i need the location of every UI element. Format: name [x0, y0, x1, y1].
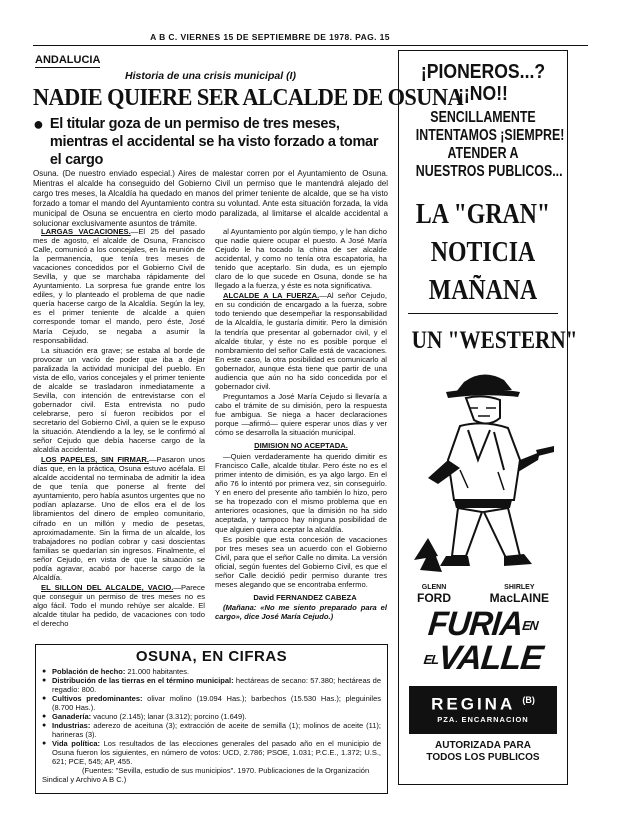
age-rating — [399, 740, 567, 764]
star-credits — [399, 584, 567, 604]
ad-text-line: SENCILLAMENTE — [430, 109, 536, 126]
article-column-1 — [33, 227, 205, 637]
paragraph-text: —Al señor Cejudo, en su condición de encargado a la fuerza, sobre todo teniendo que desempeñar la responsabilidad de la Alcaldía, le gustaría dimitir. Pero la dimisión la tendría que presentar al gobernador civil, y el alcalde titular, y éste no es posible porque el nombramiento del señor Calle está de vacaciones. En este caso, la otra posibilidad es comunicarlo al gobernador, aunque ésta tiene que partir de una audiencia que aún no ha sido concedida por el gobernador civil. — [215, 291, 387, 391]
list-item — [42, 694, 381, 712]
list-item — [42, 739, 381, 766]
paragraph-text: —Pasaron unos días que, en la práctica, Osuna estuvo acéfala. El alcalde accidental no terminaba de admitir la idea de que tenía que ponerse al frente del ayuntamiento, pero había asuntos urgentes que no podían aplazarse. Uno de ellos era el de los libramientos del dinero de empleo comunitario, cifrado en un millón y medio de pesetas, aproximadamente. Sin la firma de un alcalde, los trabajadores no podían cobrar y casi doscientas familias se quedarían sin ingresos. Finalmente, el señor Cejudo, en vista de que la situación se podía agravar, acabó por hacerse cargo de la Alcaldía. — [33, 455, 205, 582]
article-kicker: Historia de una crisis municipal (I) — [125, 70, 296, 82]
paragraph — [215, 291, 387, 391]
paragraph-subhead: LARGAS VACACIONES. — [41, 227, 131, 236]
paragraph-subhead: DIMISION NO ACEPTADA. — [254, 441, 348, 451]
list-item — [42, 721, 381, 739]
subhead-text: El titular goza de un permiso de tres meses, mientras el accidental se ha visto forzado a tomar el cargo — [49, 116, 379, 168]
paragraph — [215, 452, 387, 533]
paragraph-text: —El 25 del pasado mes de agosto, el alcalde de Osuna, Francisco Calle, comunicó a los concejales, en la reunión de la permanencia, que tenía tres meses de vacaciones concedidos por el Gobierno Civil de Sevilla, y que se marchaba rápidamente del Ayuntamiento. La sorpresa fue grande entre los ediles, y lo planteado el problema de que nadie quería hacerse cargo de la Alcaldía. Según la ley, es el primer teniente de alcalde a quien corresponde tomar el mando, pero éste, José María Cejudo, se negaba a asumir la responsabilidad. — [33, 227, 205, 345]
stats-box — [35, 644, 388, 794]
ad-big-line: NOTICIA — [430, 237, 536, 268]
bullet-icon: ● — [33, 114, 44, 134]
age-rating-line: TODOS LOS PUBLICOS — [426, 752, 540, 764]
paragraph — [33, 346, 205, 455]
movie-title-word: FURIA — [426, 605, 525, 643]
cinema-place: PZA. ENCARNACION — [437, 714, 529, 724]
page-header: A B C. VIERNES 15 DE SEPTIEMBRE DE 1978. PAG. 15 — [150, 32, 390, 42]
stats-source: (Fuentes: "Sevilla, estudio de sus municipios". 1970. Publicaciones de la Organización Sindical y Archivo A B C.) — [42, 766, 370, 784]
star-first-name: GLENN — [421, 584, 447, 591]
paragraph-subhead: LOS PAPELES, SIN FIRMAR. — [41, 455, 149, 465]
next-episode-note: (Mañana: «No me siento preparado para el cargo», dice José María Cejudo.) — [215, 602, 387, 621]
stat-label: Vida política: — [52, 739, 101, 748]
stats-title: OSUNA, EN CIFRAS — [135, 648, 288, 665]
paragraph — [33, 455, 205, 582]
stat-text: 21.000 habitantes. — [125, 667, 190, 676]
age-rating-line: AUTORIZADA PARA — [435, 740, 531, 752]
article-column-2 — [215, 227, 387, 637]
stat-text: Los resultados de las elecciones generales del pasado año en el municipio de Osuna fueron los siguientes, en número de votos: UCD, 2.786; PSOE, 1.031; P.C.E., 1.372; U.S., 621; PCE, 545; AP, 455. — [52, 739, 381, 766]
ad-headline-pioneros: ¡PIONEROS...? — [420, 61, 546, 83]
paragraph-subhead: ALCALDE A LA FUERZA. — [223, 291, 320, 301]
cinema-code: (B) — [522, 695, 535, 706]
stats-list — [42, 667, 381, 766]
stat-label: Población de hecho: — [52, 667, 126, 676]
cinema-banner — [409, 686, 557, 734]
movie-title-word: VALLE — [436, 639, 545, 678]
star-name — [417, 584, 451, 604]
star-first-name: SHIRLEY — [504, 584, 535, 591]
star-last-name: FORD — [417, 591, 451, 605]
stat-text: aderezo de aceituna (3); extracción de aceite de semilla (1); molinos de aceite (11); harineras (3). — [52, 721, 381, 739]
paragraph-text: Es posible que esta concesión de vacaciones por tres meses sea un acuerdo con el Gobierno Civil, para que el señor Calle no dimita. La versión oficial, según fuentes del Gobierno Civil, es que el señor Calle decidió pedir permiso durante tres meses alegando que se encontraba enfermo. — [215, 534, 387, 589]
movie-title-word: EN — [521, 618, 539, 634]
ad-headline-no: ¡¡NO!! — [458, 83, 508, 105]
star-last-name: MacLAINE — [489, 591, 549, 605]
article-headline: NADIE QUIERE SER ALCALDE DE OSUNA — [33, 85, 463, 111]
ad-text-line: ATENDER A — [447, 145, 519, 162]
list-item — [42, 712, 381, 721]
star-name — [490, 584, 549, 604]
movie-title — [397, 639, 569, 678]
article-columns — [33, 227, 388, 637]
paragraph — [215, 535, 387, 589]
movie-title-word: EL — [422, 652, 440, 668]
list-item — [42, 676, 381, 694]
cinema-advertisement — [398, 50, 578, 785]
stat-text: olivar molino (19.094 Has.); barbechos (15.530 Has.); pleguiniles (8.700 Has.). — [52, 694, 382, 712]
ad-big-line: LA "GRAN" — [415, 199, 551, 230]
list-item — [42, 667, 381, 676]
stat-label: Ganadería: — [52, 712, 92, 721]
paragraph-text: Preguntamos a José María Cejudo si llevaría a cabo el trámite de su dimisión, pero la respuesta fue ambigua. Se niega a hacer declaraciones porque —afirmó— quiere esperar unos días y ver cómo se desarrolla la situación municipal. — [215, 391, 387, 438]
paragraph — [33, 227, 205, 345]
paragraph-text: —Quien verdaderamente ha querido dimitir es Francisco Calle, alcalde titular. Pero éste no es el primer intento de dimisión, es ya algo largo. En el año 76 lo intentó por primera vez, sin conseguirlo. Y en enero del presente año también lo hizo, pero se ha tropezado con el mismo problema que en anteriores ocasiones, que la dimisión no ha sido aceptada, y tampoco hay ninguna posibilidad de que alguien quiera aceptar la alcaldía. — [215, 452, 387, 534]
ad-text-line: INTENTAMOS ¡SIEMPRE! — [415, 127, 565, 144]
ad-big-line: MAÑANA — [428, 275, 538, 306]
paragraph-text: al Ayuntamiento por algún tiempo, y le han dicho que nadie quiere ocupar el puesto. A José María Cejudo le ha tocado la china de ser alcalde accidental, y como no tenía otra escapatoria, ha tenido que aceptarlo. Sin duda, es un ejemplo claro de lo que sucede en Osuna, donde se ha llegado a la fuerza, y éste es nota significativa. — [215, 227, 387, 291]
paragraph-text: —Parece que conseguir un permiso de tres meses no es algo fácil. Todo el mundo rehúye ser alcalde. El alcalde titular ha pedido, de vacaciones con todo el derecho — [33, 582, 205, 629]
ad-divider — [408, 313, 558, 314]
article-lead: Osuna. (De nuestro enviado especial.) Aires de malestar corren por el Ayuntamiento de Osuna. Mientras el alcalde ha conseguido del Gobierno Civil un permiso que le mantendrá alejado del cargo tres meses, la Alcaldía ha quedado en manos del primer teniente de alcalde, que se ha visto forzado a tomar el mando del Ayuntamiento contra su voluntad. Ante esta situación forzada, la vida municipal de Osuna se encuentra en cierto modo paralizada, al limitarse el alcalde accidental a solucionar exclusivamente asuntos de trámite. — [33, 169, 388, 228]
cinema-name — [409, 690, 557, 715]
paragraph — [215, 392, 387, 437]
ad-western-line: UN "WESTERN" — [411, 327, 578, 354]
stat-text: vacuno (2.145); lanar (3.312); porcino (1.649). — [91, 712, 247, 721]
paragraph — [215, 227, 387, 290]
movie-title — [402, 605, 565, 643]
article-subhead — [33, 114, 388, 168]
stat-text: hectáreas de secano: 57.380; hectáreas de regadío: 800. — [52, 676, 381, 694]
section-label: ANDALUCIA — [35, 54, 101, 66]
paragraph-subhead: EL SILLON DEL ALCALDE, VACIO. — [41, 582, 174, 592]
stat-label: Cultivos predominantes: — [52, 694, 143, 703]
paragraph — [33, 583, 205, 628]
header-rule — [33, 45, 588, 46]
ad-text-line: NUESTROS PUBLICOS... — [415, 163, 563, 180]
author-signature: David FERNANDEZ CABEZA — [253, 592, 357, 602]
stat-label: Industrias: — [52, 721, 91, 730]
cowboy-illustration-icon — [408, 360, 558, 582]
paragraph-text: La situación era grave; se estaba al borde de provocar un vacío de poder que iba a dejar paralizada la actividad municipal del pueblo. En vista de ello, varios concejales y el primer teniente de alcalde se trasladaron inmediatamente a Sevilla, con intención de entrevistarse con el gobernador civil. Esta entrevista no pudo celebrarse, pero sí fueron recibidos por el secretario del Gobierno Civil, a quien se le expuso la situación. Atendiendo a la ley, se le confirmó al señor Cejudo que debía hacerse cargo de la alcaldía accidental. — [33, 345, 205, 455]
cinema-name-text: REGINA — [431, 694, 515, 714]
stat-label: Distribución de las tierras en el término municipal: — [52, 676, 234, 685]
